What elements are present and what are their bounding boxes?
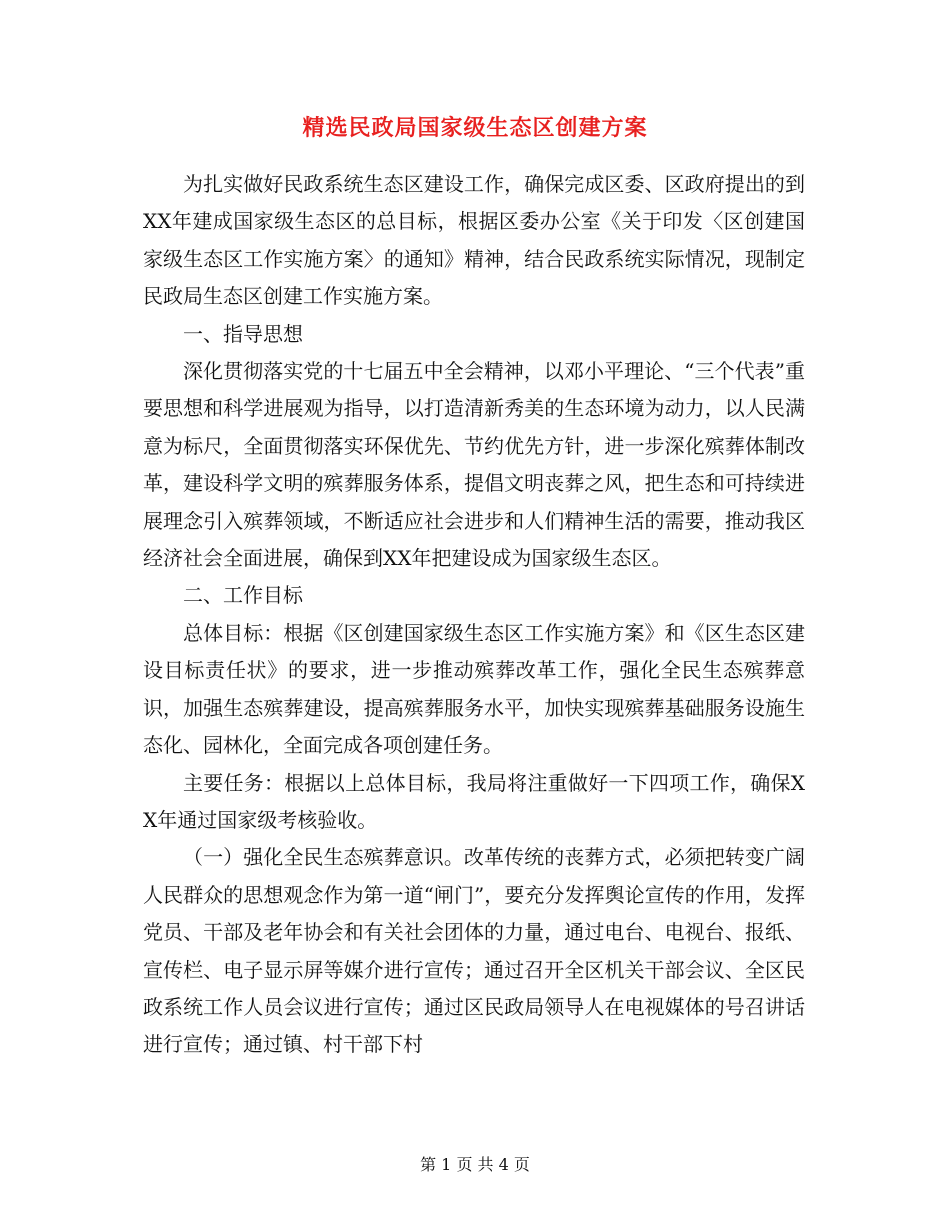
paragraph-task-item-1: （一）强化全民生态殡葬意识。改革传统的丧葬方式，必须把转变广阔人民群众的思想观念作为第一道“闸门”，要充分发挥舆论宣传的作用，发挥党员、干部及老年协会和有关社会团体的力量，通过电台、电视台、报纸、宣传栏、电子显示屏等媒介进行宣传；通过召开全区机关干部会议、全区民政系统工作人员会议进行宣传；通过区民政局领导人在电视媒体的号召讲话进行宣传；通过镇、村干部下村 xyxy=(143,845,805,1057)
paragraph-main-tasks: 主要任务：根据以上总体目标，我局将注重做好一下四项工作，确保XX年通过国家级考核验收。 xyxy=(143,770,805,832)
document-body xyxy=(143,166,805,1064)
section-heading-work-goals: 二、工作目标 xyxy=(183,583,303,608)
paragraph-guiding-thought: 深化贯彻落实党的十七届五中全会精神，以邓小平理论、“三个代表”重要思想和科学进展观为指导，以打造清新秀美的生态环境为动力，以人民满意为标尺，全面贯彻落实环保优先、节约优先方针，进一步深化殡葬体制改革，建设科学文明的殡葬服务体系，提倡文明丧葬之风，把生态和可持续进展理念引入殡葬领域，不断适应社会进步和人们精神生活的需要，推动我区经济社会全面进展，确保到XX年把建设成为国家级生态区。 xyxy=(143,359,805,571)
paragraph-intro: 为扎实做好民政系统生态区建设工作，确保完成区委、区政府提出的到XX年建成国家级生态区的总目标，根据区委办公室《关于印发〈区创建国家级生态区工作实施方案〉的通知》精神，结合民政系统实际情况，现制定民政局生态区创建工作实施方案。 xyxy=(143,172,805,309)
paragraph-overall-goal: 总体目标：根据《区创建国家级生态区工作实施方案》和《区生态区建设目标责任状》的要求，进一步推动殡葬改革工作，强化全民生态殡葬意识，加强生态殡葬建设，提高殡葬服务水平，加快实现殡葬基础服务设施生态化、园林化，全面完成各项创建任务。 xyxy=(143,620,805,758)
document-title: 精选民政局国家级生态区创建方案 xyxy=(302,115,648,141)
page-number-footer: 第 1 页 共 4 页 xyxy=(420,1155,530,1174)
section-heading-guiding-thought: 一、指导思想 xyxy=(183,321,303,346)
